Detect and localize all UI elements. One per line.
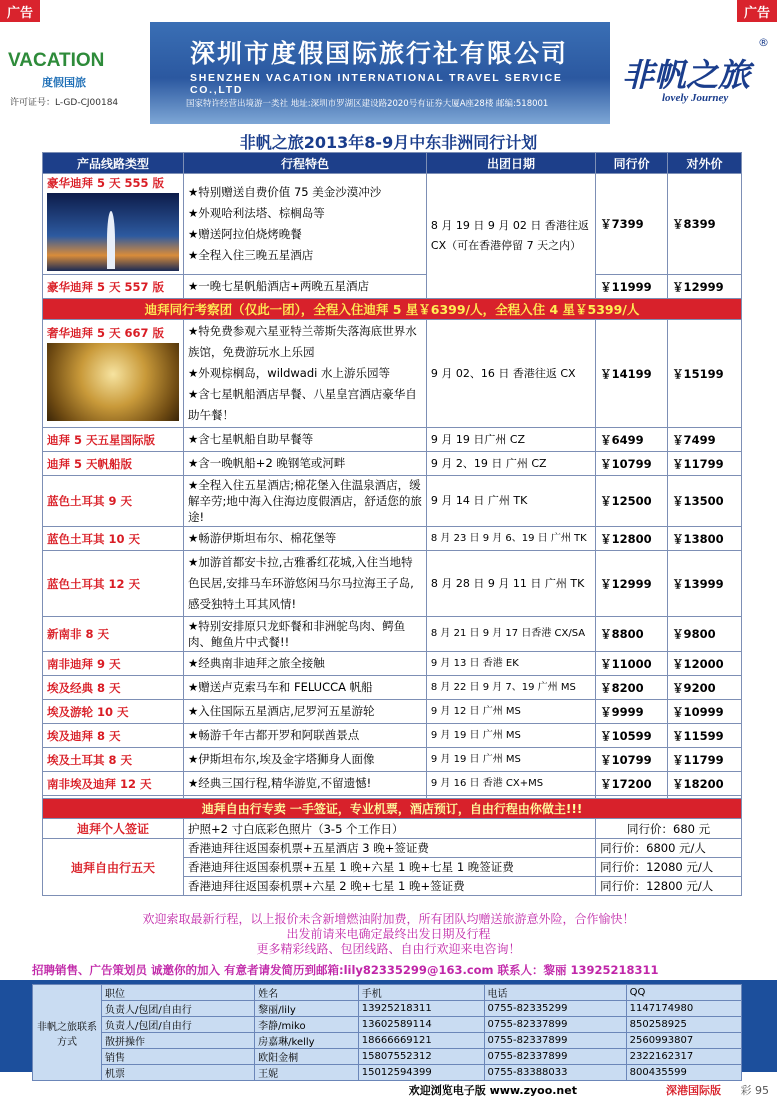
notes [0, 912, 777, 957]
peer-price: ￥11000 [596, 652, 668, 676]
contact-row [33, 1049, 742, 1065]
feature-line: ★赠送卢克索马车和 FELUCCA 帆船 [184, 676, 427, 700]
contact-qq: 800435599 [626, 1065, 741, 1081]
peer-price: ￥12500 [596, 476, 668, 527]
note-line: 出发前请来电确定最终出发日期及行程 [286, 927, 491, 941]
registered-mark: ® [758, 36, 769, 49]
route-name: 奢华迪拜 5 天 667 版 [47, 325, 165, 340]
contact-qq: 1147174980 [626, 1001, 741, 1017]
table-row [43, 748, 742, 772]
route-name: 豪华迪拜 5 天 555 版 [47, 176, 165, 190]
departure-date: 9 月 19 日广州 CZ [426, 428, 595, 452]
license-number: 许可证号：L-GD-CJ00184 [10, 98, 119, 108]
contact-col-header: 姓名 [255, 985, 359, 1001]
contact-phone: 0755-82337899 [484, 1017, 626, 1033]
free-desc: 香港迪拜往返国泰机票+六星 2 晚+七星 1 晚+签证费 [184, 877, 596, 896]
contact-phone: 0755-82337899 [484, 1033, 626, 1049]
departure-date: 9 月 16 日 香港 CX+MS [426, 772, 595, 796]
recruit-line: 招聘销售、广告策划员 诚邀你的加入 有意者请发简历到邮箱:lily82335299@163.com 联系人：黎丽 13925218311 [32, 963, 659, 977]
visa-price: 同行价：680 元 [596, 819, 742, 839]
contact-role: 散拼操作 [102, 1033, 255, 1049]
public-price: ￥8399 [668, 174, 742, 275]
contact-name: 房嘉琳/kelly [255, 1033, 359, 1049]
header [0, 22, 777, 124]
contact-row [33, 1033, 742, 1049]
feature-line: ★畅游千年古都开罗和阿联酋景点 [184, 724, 427, 748]
visa-desc: 护照+2 寸白底彩色照片（3-5 个工作日） [184, 819, 596, 839]
contact-phone: 0755-82337899 [484, 1049, 626, 1065]
departure-date: 9 月 14 日 广州 TK [426, 476, 595, 527]
peer-price: ￥8800 [596, 617, 668, 652]
feature-line: ★赠送阿拉伯烧烤晚餐 [188, 227, 302, 241]
page-number: 彩 95 [740, 1084, 769, 1097]
note-line: 更多精彩线路、包团线路、自由行欢迎来电咨询！ [256, 942, 521, 956]
table-row [43, 275, 742, 299]
contact-mobile: 13925218311 [358, 1001, 484, 1017]
feifan-logo-text: 非帆之旅 [622, 56, 751, 94]
departure-date: 8 月 19 日 9 月 02 日 香港往返 CX（可在香港停留 7 天之内） [426, 174, 595, 299]
table-row [43, 700, 742, 724]
contact-name: 李静/miko [255, 1017, 359, 1033]
footer [0, 1078, 777, 1100]
feature-line: ★伊斯坦布尔,埃及金字塔狮身人面像 [184, 748, 427, 772]
peer-price: ￥6499 [596, 428, 668, 452]
note-line: 欢迎索取最新行程，以上报价未含新增燃油附加费，所有团队均赠送旅游意外险，合作愉快！ [142, 912, 635, 926]
public-price: ￥12999 [668, 275, 742, 299]
table-row [43, 551, 742, 617]
table-header-row [43, 153, 742, 174]
public-price: ￥18200 [668, 772, 742, 796]
ad-tag-right: 广告 [737, 0, 777, 23]
route-name: 新南非 8 天 [43, 617, 184, 652]
company-address: 国家特许经营出境游一类社 地址:深圳市罗湖区建设路2020号有证券大厦A座28楼 邮编:518001 [186, 99, 549, 109]
feature-line: ★全程入住五星酒店;棉花堡入住温泉酒店，缓解辛劳;地中海入住海边度假酒店，舒适您的旅途! [184, 476, 427, 527]
feature-line: ★特别安排原只龙虾餐和非洲鸵鸟肉、鳄鱼肉、鲍鱼片中式餐!! [184, 617, 427, 652]
free-row [43, 839, 742, 858]
company-name: 深圳市度假国际旅行社有限公司 [190, 39, 569, 68]
feature-line: ★畅游伊斯坦布尔、棉花堡等 [184, 527, 427, 551]
contact-role: 负责人/包团/自由行 [102, 1017, 255, 1033]
departure-date: 9 月 13 日 香港 EK [426, 652, 595, 676]
feature-line: ★特别赠送自费价值 75 美金沙漠冲沙 [188, 185, 382, 199]
table-row [43, 617, 742, 652]
table-row [43, 428, 742, 452]
contact-phone: 0755-82335299 [484, 1001, 626, 1017]
departure-date: 8 月 22 日 9 月 7、19 广州 MS [426, 676, 595, 700]
feature-line: ★入住国际五星酒店,尼罗河五星游轮 [184, 700, 427, 724]
route-name: 迪拜 5 天五星国际版 [43, 428, 184, 452]
company-banner [150, 22, 610, 124]
free-price: 同行价：12800 元/人 [596, 877, 742, 896]
table-row [43, 476, 742, 527]
contact-role: 机票 [102, 1065, 255, 1081]
feature-line: ★经典三国行程,精华游览,不留遗憾! [184, 772, 427, 796]
col-header: 对外价 [668, 153, 742, 174]
table-row [43, 676, 742, 700]
departure-date: 8 月 28 日 9 月 11 日 广州 TK [426, 551, 595, 617]
table-row [43, 320, 742, 428]
feature-line: ★含七星帆船自助早餐等 [184, 428, 427, 452]
peer-price: ￥11999 [596, 275, 668, 299]
contact-mobile: 15807552312 [358, 1049, 484, 1065]
contact-row [33, 1017, 742, 1033]
contact-col-header: 职位 [102, 985, 255, 1001]
table-row [43, 527, 742, 551]
contact-name: 欧阳金桐 [255, 1049, 359, 1065]
promo-band [43, 299, 742, 320]
public-price: ￥7499 [668, 428, 742, 452]
burj-al-arab-photo [47, 193, 179, 271]
route-name: 埃及土耳其 8 天 [43, 748, 184, 772]
contact-qq: 2560993807 [626, 1033, 741, 1049]
departure-date: 9 月 2、19 日 广州 CZ [426, 452, 595, 476]
route-name: 蓝色土耳其 9 天 [43, 476, 184, 527]
company-name-en: SHENZHEN VACATION INTERNATIONAL TRAVEL SERVICE CO.,LTD [190, 72, 563, 96]
peer-price: ￥10599 [596, 724, 668, 748]
public-price: ￥10999 [668, 700, 742, 724]
contact-mobile: 18666669121 [358, 1033, 484, 1049]
contact-role: 负责人/包团/自由行 [102, 1001, 255, 1017]
route-name: 埃及经典 8 天 [43, 676, 184, 700]
departure-date: 9 月 19 日 广州 MS [426, 724, 595, 748]
peer-price: ￥7399 [596, 174, 668, 275]
free-travel-name: 迪拜自由行五天 [43, 839, 184, 896]
free-price: 同行价：6800 元/人 [596, 839, 742, 858]
page-title: 非帆之旅2013年8-9月中东非洲同行计划 [239, 133, 538, 152]
route-name: 迪拜 5 天帆船版 [43, 452, 184, 476]
contact-table [32, 984, 742, 1081]
col-header: 行程特色 [184, 153, 427, 174]
contact-label: 非帆之旅联系方式 [33, 985, 102, 1081]
public-price: ￥9800 [668, 617, 742, 652]
contact-row [33, 1001, 742, 1017]
peer-price: ￥17200 [596, 772, 668, 796]
feifan-logo [612, 22, 777, 124]
departure-date: 9 月 12 日 广州 MS [426, 700, 595, 724]
route-name: 南非埃及迪拜 12 天 [43, 772, 184, 796]
contact-header-row [33, 985, 742, 1001]
table-row [43, 452, 742, 476]
peer-price: ￥12800 [596, 527, 668, 551]
table-row [43, 724, 742, 748]
public-price: ￥12000 [668, 652, 742, 676]
route-name: 豪华迪拜 5 天 557 版 [43, 275, 184, 299]
free-travel-band [43, 799, 742, 819]
contact-col-header: 手机 [358, 985, 484, 1001]
col-header: 出团日期 [426, 153, 595, 174]
col-header: 同行价 [596, 153, 668, 174]
contact-col-header: 电话 [484, 985, 626, 1001]
public-price: ￥13800 [668, 527, 742, 551]
free-travel-band-text: 迪拜自由行专卖 一手签证，专业机票，酒店预订，自由行程由你做主!!! [43, 799, 742, 819]
vacation-logo-cn: 度假国旅 [42, 76, 86, 89]
peer-price: ￥12999 [596, 551, 668, 617]
peer-price: ￥9999 [596, 700, 668, 724]
contact-phone: 0755-83388033 [484, 1065, 626, 1081]
vacation-logo-text: VACATION [8, 50, 105, 71]
departure-date: 8 月 23 日 9 月 6、19 日 广州 TK [426, 527, 595, 551]
footer-section: 深港国际版 [666, 1084, 721, 1097]
feature-line: ★加游首都安卡拉,古雅番红花城,入住当地特色民居,安排马车环游悠闲马尔马拉海王子岛,感受独特土耳其风情! [184, 551, 427, 617]
public-price: ￥13500 [668, 476, 742, 527]
peer-price: ￥10799 [596, 452, 668, 476]
tour-table [42, 152, 742, 896]
feature-line: ★含七星帆船酒店早餐、八星皇宫酒店豪华自助午餐！ [188, 387, 417, 422]
table-row [43, 174, 742, 275]
ad-tag-left: 广告 [0, 0, 40, 23]
free-price: 同行价：12080 元/人 [596, 858, 742, 877]
departure-date: 9 月 19 日 广州 MS [426, 748, 595, 772]
contact-mobile: 15012594399 [358, 1065, 484, 1081]
free-desc: 香港迪拜往返国泰机票+五星 1 晚+六星 1 晚+七星 1 晚签证费 [184, 858, 596, 877]
visa-name: 迪拜个人签证 [43, 819, 184, 839]
public-price: ￥11799 [668, 452, 742, 476]
peer-price: ￥10799 [596, 748, 668, 772]
feature-line: ★含一晚帆船+2 晚钢笔或河畔 [184, 452, 427, 476]
contact-role: 销售 [102, 1049, 255, 1065]
col-header: 产品线路类型 [43, 153, 184, 174]
departure-date: 8 月 21 日 9 月 17 日香港 CX/SA [426, 617, 595, 652]
feifan-logo-en: lovely Journey [662, 92, 729, 104]
contact-col-header: QQ [626, 985, 741, 1001]
public-price: ￥15199 [668, 320, 742, 428]
feature-line: ★全程入住三晚五星酒店 [188, 248, 314, 262]
table-row [43, 652, 742, 676]
route-name: 埃及游轮 10 天 [43, 700, 184, 724]
route-name: 南非迪拜 9 天 [43, 652, 184, 676]
peer-price: ￥8200 [596, 676, 668, 700]
public-price: ￥11599 [668, 724, 742, 748]
route-name: 蓝色土耳其 12 天 [43, 551, 184, 617]
contact-name: 黎丽/lily [255, 1001, 359, 1017]
feature-line: ★经典南非迪拜之旅全接触 [184, 652, 427, 676]
vacation-logo [0, 22, 140, 124]
footer-browse: 欢迎浏览电子版 www.zyoo.net [408, 1084, 577, 1097]
palace-dome-photo [47, 343, 179, 421]
contact-qq: 850258925 [626, 1017, 741, 1033]
visa-row [43, 819, 742, 839]
departure-date: 9 月 02、16 日 香港往返 CX [426, 320, 595, 428]
public-price: ￥9200 [668, 676, 742, 700]
peer-price: ￥14199 [596, 320, 668, 428]
route-name: 埃及迪拜 8 天 [43, 724, 184, 748]
free-desc: 香港迪拜往返国泰机票+五星酒店 3 晚+签证费 [184, 839, 596, 858]
feature-line: ★外观哈利法塔、棕榈岛等 [188, 206, 325, 220]
feature-line: ★一晚七星帆船酒店+两晚五星酒店 [184, 275, 427, 299]
feature-line: ★特免费参观六星亚特兰蒂斯失落海底世界水族馆，免费游玩水上乐园 [188, 324, 417, 359]
contact-qq: 2322162317 [626, 1049, 741, 1065]
route-name: 蓝色土耳其 10 天 [43, 527, 184, 551]
contact-name: 王妮 [255, 1065, 359, 1081]
contact-mobile: 13602589114 [358, 1017, 484, 1033]
public-price: ￥11799 [668, 748, 742, 772]
promo-text: 迪拜同行考察团（仅此一团），全程入住迪拜 5 星￥6399/人，全程入住 4 星￥5399/人 [43, 299, 742, 320]
feature-line: ★外观棕榈岛，wildwadi 水上游乐园等 [188, 366, 391, 380]
table-row [43, 772, 742, 796]
public-price: ￥13999 [668, 551, 742, 617]
